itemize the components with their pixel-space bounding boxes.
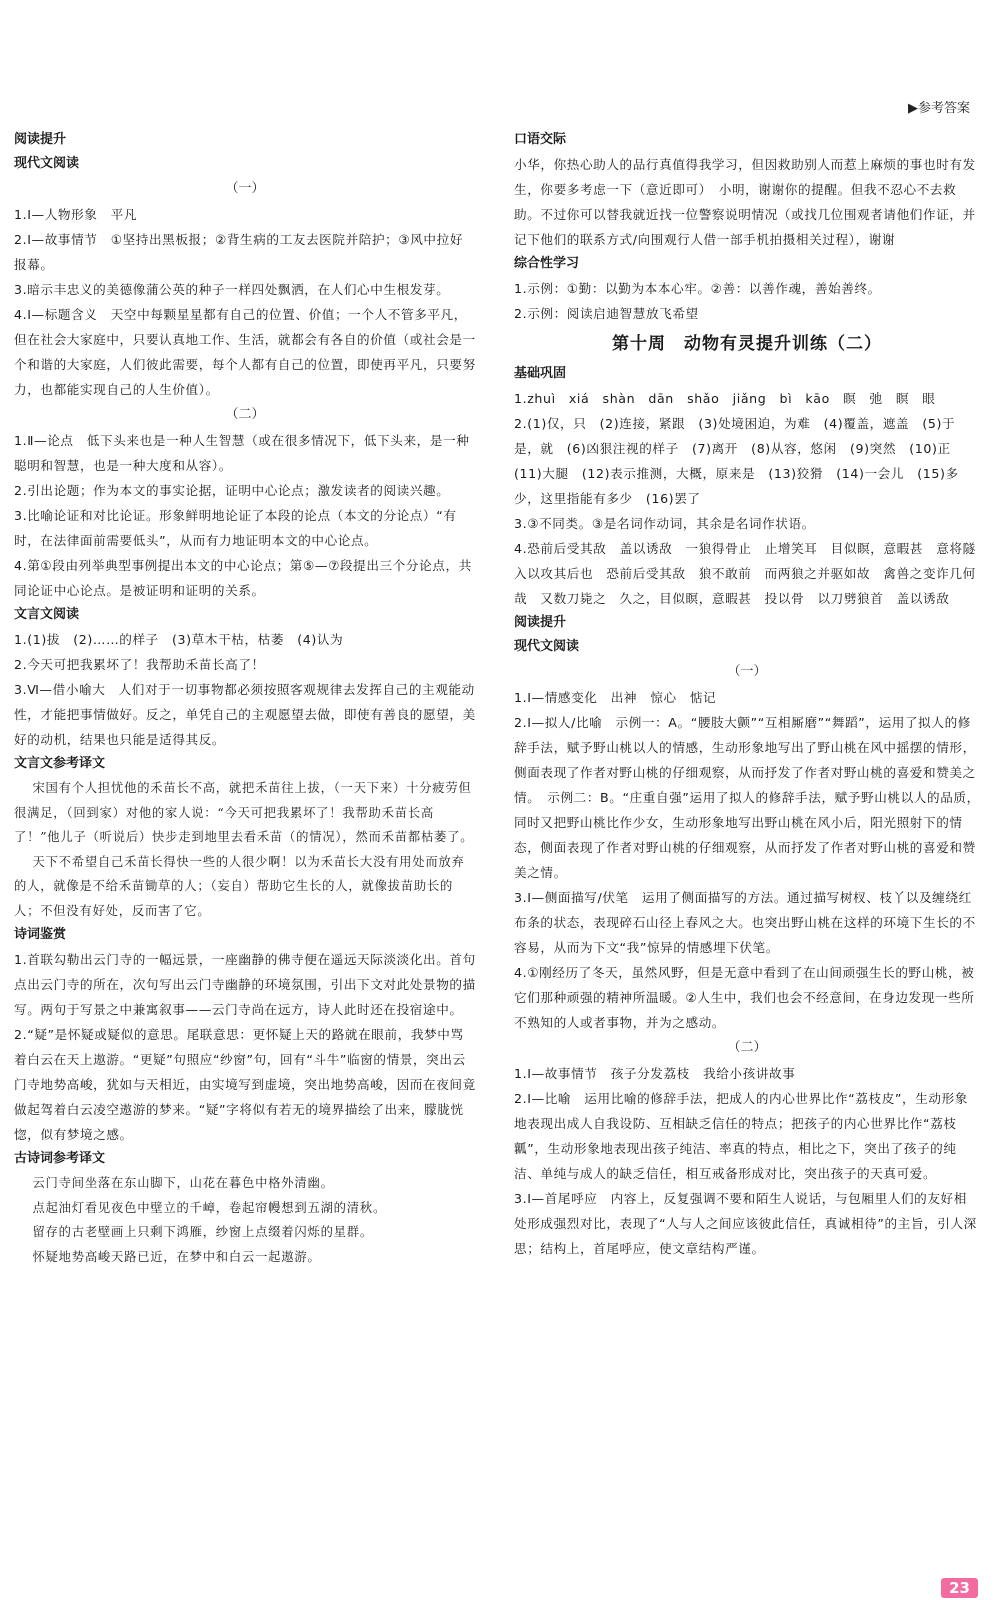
answer-paragraph: 4.Ⅰ—标题含义 天空中每颗星星都有自己的位置、价值；一个人不管多平凡，但在社会大家庭中，只要认真地工作、生活，就都会有各自的价值（或社会是一个和谐的大家庭，人们彼此需要，每个人都有自己的位置，即使再平凡，只要努力，也都能实现自己的人生价值）。 xyxy=(14,307,476,397)
answer-paragraph: 2.示例：阅读启迪智慧放飞希望 xyxy=(514,306,699,321)
answer-paragraph: 3.Ⅵ—借小喻大 人们对于一切事物都必须按照客观规律去发挥自己的主观能动性，才能把事情做好。反之，单凭自己的主观愿望去做，即使有善良的愿望，美好的动机，结果也只能是适得其反。 xyxy=(14,682,476,747)
translation-paragraph: 点起油灯看见夜色中壁立的千嶂，卷起帘幔想到五湖的清秋。 xyxy=(32,1200,387,1215)
answer-paragraph: 1.zhuì xiá shàn dān shǎo jiǎng bì kāo 瞑 弛 瞑 眼 xyxy=(514,391,936,406)
answer-paragraph: 小华，你热心助人的品行真值得我学习，但因救助别人而惹上麻烦的事也时有发生，你要多考虑一下（意近即可） 小明，谢谢你的提醒。但我不忍心不去救助。不过你可以替我就近找一位警察说明情况（或找几位围观者请他们作证，并记下他们的联系方式/向围观行人借一部手机拍摄相关过程），谢谢 xyxy=(514,157,976,247)
answer-paragraph: 1.Ⅰ—故事情节 孩子分发荔枝 我给小孩讲故事 xyxy=(514,1066,796,1081)
left-column xyxy=(14,128,476,1580)
week-title: 第十周 动物有灵提升训练（二） xyxy=(612,334,882,354)
answer-paragraph: 3.比喻论证和对比论证。形象鲜明地论证了本段的论点（本文的分论点）“有时，在法律面前需要低头”，从而有力地证明本文的中心论点。 xyxy=(14,508,457,548)
part-label: （一） xyxy=(225,181,265,196)
page-number: 23 xyxy=(941,1578,978,1598)
translation-paragraph: 天下不希望自己禾苗长得快一些的人很少啊！以为禾苗长大没有用处而放弃的人，就像是不给禾苗锄草的人；（妄自）帮助它生长的人，就像拔苗助长的人；不但没有好处，反而害了它。 xyxy=(14,854,465,918)
translation-paragraph: 怀疑地势高峻天路已近，在梦中和白云一起遨游。 xyxy=(32,1249,321,1264)
part-label: （二） xyxy=(225,407,265,422)
answer-paragraph: 1.Ⅱ—论点 低下头来也是一种人生智慧（或在很多情况下，低下头来，是一种聪明和智慧，也是一种大度和从容）。 xyxy=(14,433,470,473)
translation-paragraph: 云门寺间坐落在东山脚下，山花在暮色中格外清幽。 xyxy=(32,1176,334,1190)
section-heading: 基础巩固 xyxy=(514,366,567,381)
section-heading: 古诗词参考译文 xyxy=(14,1151,106,1166)
section-heading: 文言文参考译文 xyxy=(14,756,106,771)
answer-paragraph: 2.(1)仅，只 (2)连接，紧跟 (3)处境困迫，为难 (4)覆盖，遮盖 (5)于是，就 (6)凶狠注视的样子 (7)离开 (8)从容，悠闲 (9)突然 (10)正 (11)大腿 (12)表示推测，大概，原来是 (13)狡猾 (14)一会儿 (15)多少，这里指能有多少 (16)罢了 xyxy=(514,416,964,506)
translation-paragraph: 留存的古老壁画上只剩下鸿雁，纱窗上点缀着闪烁的星群。 xyxy=(32,1225,373,1239)
translation-paragraph: 宋国有个人担忧他的禾苗长不高，就把禾苗往上拔，（一天下来）十分疲劳但很满足，（回到家）对他的家人说：“今天可把我累坏了！我帮助禾苗长高了！”他儿子（听说后）快步走到地里去看禾苗（的情况），然而禾苗都枯萎了。 xyxy=(14,781,474,844)
answer-paragraph: 2.今天可把我累坏了！我帮助禾苗长高了！ xyxy=(14,657,265,672)
part-label: （二） xyxy=(727,1040,767,1055)
section-heading: 阅读提升 xyxy=(514,615,567,630)
part-label: （一） xyxy=(727,664,767,679)
answer-paragraph: 4.①刚经历了冬天，虽然风野，但是无意中看到了在山间顽强生长的野山桃，被它们那种顽强的精神所温暖。②人生中，我们也会不经意间，在身边发现一些所不熟知的人或者事物，并为之感动。 xyxy=(514,965,975,1030)
right-column xyxy=(514,128,980,1580)
answer-paragraph: 1.Ⅰ—人物形象 平凡 xyxy=(14,207,138,222)
answer-paragraph: 4.恐前后受其敌 盖以诱敌 一狼得骨止 止增笑耳 目似瞑，意暇甚 意将隧入以攻其后也 恐前后受其敌 狼不敢前 而两狼之并驱如故 禽兽之变诈几何哉 又数刀毙之 久之，目似瞑，意暇甚 投以骨 以刀劈狼首 盖以诱敌 xyxy=(514,541,976,606)
section-heading: 现代文阅读 xyxy=(14,156,80,171)
answer-paragraph: 1.Ⅰ—情感变化 出神 惊心 惦记 xyxy=(514,690,717,705)
section-heading: 阅读提升 xyxy=(14,132,67,147)
answer-paragraph: 1.首联勾勒出云门寺的一幅远景，一座幽静的佛寺便在遥远天际淡淡化出。首句点出云门寺的所在，次句写出云门寺幽静的环境氛围，引出下文对此处景物的描写。两句于写景之中兼寓叙事——云门寺尚在远方，诗人此时还在投宿途中。 xyxy=(14,952,476,1017)
section-heading: 文言文阅读 xyxy=(14,607,80,622)
answer-paragraph: 3.暗示丰忠义的美德像蒲公英的种子一样四处飘洒，在人们心中生根发芽。 xyxy=(14,282,450,297)
section-heading: 现代文阅读 xyxy=(514,639,580,654)
answer-paragraph: 3.Ⅰ—侧面描写/伏笔 运用了侧面描写的方法。通过描写树杈、枝丫以及缠绕红布条的状态，表现碎石山径上春风之大。也突出野山桃在这样的环境下生长的不容易，从而为下文“我”惊异的情感埋下伏笔。 xyxy=(514,890,976,955)
section-heading: 口语交际 xyxy=(514,132,567,147)
answer-paragraph: 2.“疑”是怀疑或疑似的意思。尾联意思：更怀疑上天的路就在眼前，我梦中骂着白云在天上遨游。“更疑”句照应“纱窗”句，回有“斗牛”临窗的情景，突出云门寺地势高峻，犹如与天相近，由实境写到虚境，突出地势高峻，因而在夜间竟做起驾着白云凌空遨游的梦来。“疑”字将似有若无的境界描绘了出来，朦胧恍惚，似有梦境之感。 xyxy=(14,1027,476,1142)
section-heading: 诗词鉴赏 xyxy=(14,927,67,942)
answer-paragraph: 3.Ⅰ—首尾呼应 内容上，反复强调不要和陌生人说话，与包厢里人们的友好相处形成强烈对比，表现了“人与人之间应该彼此信任，真诚相待”的主旨，引人深思；结构上，首尾呼应，使文章结构严谨。 xyxy=(514,1191,977,1256)
answer-paragraph: 2.Ⅰ—故事情节 ①坚持出黑板报；②背生病的工友去医院并陪护；③风中拉好报幕。 xyxy=(14,232,464,272)
answer-paragraph: 2.Ⅰ—拟人/比喻 示例一：A。“腰肢大颤”“互相厮磨”“舞蹈”，运用了拟人的修辞手法，赋予野山桃以人的情感，生动形象地写出了野山桃在风中摇摆的情形，侧面表现了作者对野山桃的仔细观察，从而抒发了作者对野山桃的喜爱和赞美之情。 示例二：B。“庄重自强”运用了拟人的修辞手法，赋予野山桃以人的品质，同时又把野山桃比作少女，生动形象地写出野山桃在风小后，阳光照射下的情态，侧面表现了作者对野山桃的仔细观察，从而抒发了作者对野山桃的喜爱和赞美之情。 xyxy=(514,715,980,880)
answer-paragraph: 1.示例：①勤：以勤为本本心牢。②善：以善作魂，善始善终。 xyxy=(514,281,881,296)
answer-paragraph: 1.(1)拔 (2)……的样子 (3)草木干枯，枯萎 (4)认为 xyxy=(14,632,344,647)
section-heading: 综合性学习 xyxy=(514,256,580,271)
answer-paragraph: 3.③不同类。③是名词作动词，其余是名词作状语。 xyxy=(514,516,815,531)
answer-paragraph: 2.引出论题；作为本文的事实论据，证明中心论点；激发读者的阅读兴趣。 xyxy=(14,483,450,498)
answer-key-header: ▶参考答案 xyxy=(908,101,970,116)
answer-paragraph: 4.第①段由列举典型事例提出本文的中心论点；第⑤—⑦段提出三个分论点，共同论证中心论点。是被证明和证明的关系。 xyxy=(14,558,472,598)
answer-paragraph: 2.Ⅰ—比喻 运用比喻的修辞手法，把成人的内心世界比作“荔枝皮”，生动形象地表现出成人自我设防、互相缺乏信任的特点；把孩子的内心世界比作“荔枝瓤”，生动形象地表现出孩子纯洁、率真的特点，相比之下，突出了孩子的纯洁、单纯与成人的缺乏信任，相互戒备形成对比，突出孩子的天真可爱。 xyxy=(514,1091,968,1181)
